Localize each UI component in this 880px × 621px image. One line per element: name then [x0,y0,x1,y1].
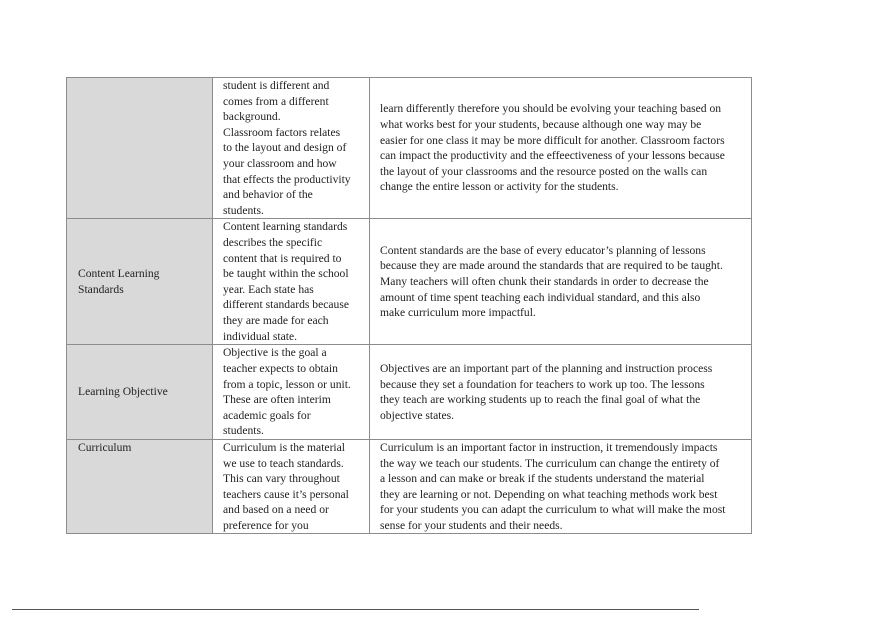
term-cell [67,345,213,440]
term-text: Learning Objective [78,385,168,399]
footer-divider [12,609,699,610]
definition-cell [213,439,370,534]
definition-cell [213,219,370,345]
definition-text: Objective is the goal a teacher expects to obtain from a topic, lesson or unit. These are often interim academic goals for students. [223,346,351,438]
term-cell [67,219,213,345]
term-text: Curriculum [78,440,132,454]
term-cell [67,78,213,219]
table-row [67,78,752,219]
definition-text: student is different and comes from a different background. Classroom factors relates to the layout and design of your classroom and how that effects the productivity and behavior of the students. [223,79,351,217]
table-row [67,345,752,440]
table-row [67,219,752,345]
table-row [67,439,752,534]
term-cell [67,439,213,534]
explanation-cell [370,345,752,440]
term-text: Content Learning Standards [78,267,160,296]
explanation-text: Curriculum is an important factor in instruction, it tremendously impacts the way we teach our students. The curriculum can change the entirety of a lesson and can make or break if the students understand the material they are learning or not. Depending on what teaching methods work best for your students you can adapt the curriculum to what will make the most sense for your students and their needs. [380,440,726,532]
definition-text: Curriculum is the material we use to teach standards. This can vary throughout teachers cause it’s personal and based on a need or preference for you [223,440,349,532]
definition-cell [213,78,370,219]
definition-text: Content learning standards describes the specific content that is required to be taught within the school year. Each state has different standards because they are made for each individual state. [223,220,349,343]
explanation-text: learn differently therefore you should be evolving your teaching based on what works best for your students, because although one way may be easier for one class it may be more difficult for another. Classroom factors can impact the productivity and the effeectiveness of your lessons because the layout of your classrooms and the resource posted on the walls can change the entire lesson or activity for the students. [380,102,725,194]
explanation-cell [370,439,752,534]
explanation-text: Content standards are the base of every educator’s planning of lessons because they are made around the standards that are required to be taught. Many teachers will often chunk their standards in order to decrease the amount of time spent teaching each individual standard, and this also make curriculum more impactful. [380,243,723,320]
definition-cell [213,345,370,440]
explanation-cell [370,219,752,345]
explanation-cell [370,78,752,219]
explanation-text: Objectives are an important part of the planning and instruction process because they set a foundation for teachers to work up too. The lessons they teach are working students up to reach the final goal of what the objective states. [380,361,713,422]
concepts-table [66,77,752,534]
